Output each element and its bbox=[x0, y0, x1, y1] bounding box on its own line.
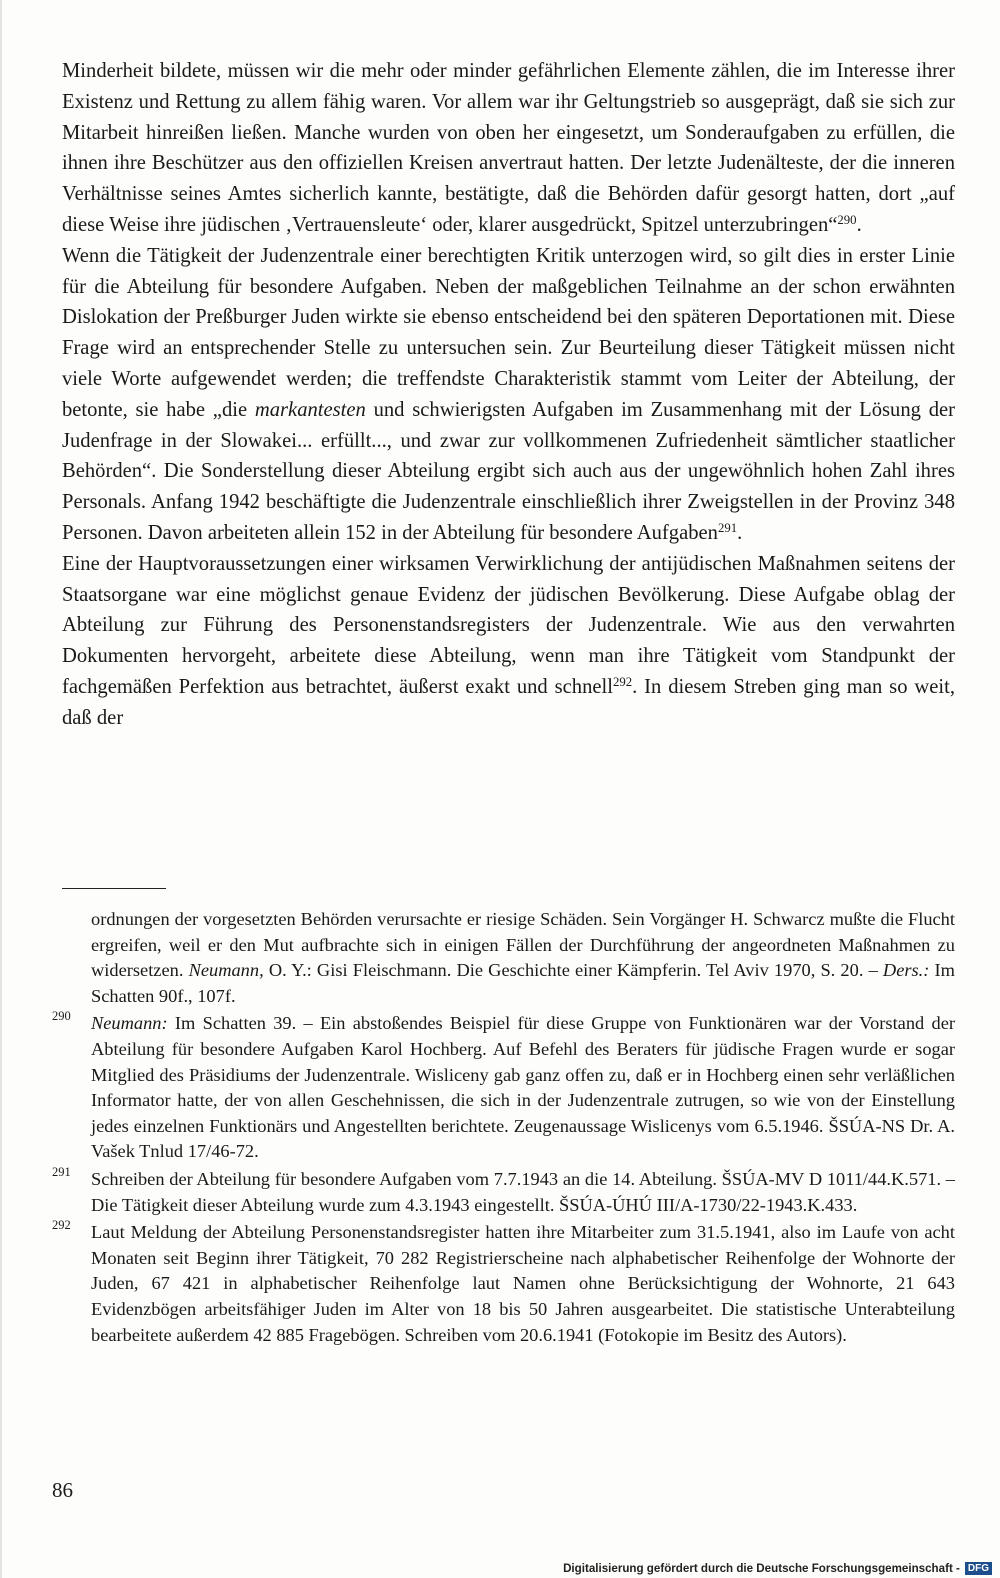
footnote-292: 292 Laut Meldung der Abteilung Personenstandsregister hatten ihre Mitarbeiter zum 31.5.1941, also im Laufe von acht Monaten seit Beginn ihrer Tätigkeit, 70 282 Registrierscheine nach alphabetischer Reihenfolge der Wohnorte der Juden, 67 421 in alphabetischer Reihenfolge laut Namen ohne Berücksichtigung der Wohnorte, 21 643 Evidenzbögen arbeitsfähiger Juden im Alter von 18 bis 50 Jahren ausgearbeitet. Die statistische Unterabteilung bearbeitete außerdem 42 885 Fragebögen. Schreiben vom 20.6.1941 (Fotokopie im Besitz des Autors). bbox=[52, 1218, 955, 1345]
emphasis-markantesten: markantesten bbox=[254, 398, 366, 421]
page-number: 86 bbox=[52, 1478, 73, 1502]
footnote-continuation: ordnungen der vorgesetzten Behörden verursachte er riesige Schäden. Sein Vorgänger H. Schwarcz mußte die Flucht ergreifen, weil er den Mut aufbrachte sich in einigen Fällen der Durchführung der angeordneten Maßnahmen zu widersetzen. Neumann, O. Y.: Gisi Fleischmann. Die Geschichte einer Kämpferin. Tel Aviv 1970, S. 20. – Ders.: Im Schatten 90f., 107f. bbox=[91, 909, 955, 1006]
footnotes-section bbox=[52, 907, 955, 1350]
page-left-edge bbox=[0, 0, 2, 1578]
footnote-number-292: 292 bbox=[52, 1218, 71, 1233]
digitization-credit: Digitalisierung gefördert durch die Deutsche Forschungsgemeinschaft - DFG bbox=[563, 1562, 992, 1575]
paragraph-2: Wenn die Tätigkeit der Judenzentrale einer berechtigten Kritik unterzogen wird, so gilt dies in erster Linie für die Abteilung für besondere Aufgaben. Neben der maßgeblichen Teilnahme an der schon erwähnten Dislokation der Preßburger Juden wirkte sie ebenso entscheidend bei den späteren Deportationen mit. Diese Frage wird an entsprechender Stelle zu untersuchen sein. Zur Beurteilung dieser Tätigkeit müssen nicht viele Worte aufgewendet werden; die treffendste Charakteristik stammt vom Leiter der Abteilung, der betonte, sie habe „die markantesten und schwierigsten Aufgaben im Zusammenhang mit der Lösung der Judenfrage in der Slowakei... erfüllt..., und zwar zur vollkommenen Zufriedenheit sämtlicher staatlicher Behörden“. Die Sonderstellung dieser Abteilung ergibt sich auch aus der ungewöhnlich hohen Zahl ihres Personals. Anfang 1942 beschäftigte die Judenzentrale einschließlich ihrer Zweigstellen in der Provinz 348 Personen. Davon arbeiteten allein 152 in der Abteilung für besondere Aufgaben$^{291}$. bbox=[62, 244, 955, 544]
footnote-ref-290[interactable]: 290 bbox=[837, 212, 857, 227]
footnote-290: 290 Neumann: Im Schatten 39. – Ein abstoßendes Beispiel für diese Gruppe von Funktionären war der Vorstand der Abteilung für besondere Aufgaben Karol Hochberg. Auf Befehl des Beraters für jüdische Fragen wurde er sogar Mitglied des Präsidiums der Judenzentrale. Wisliceny gab ganz offen zu, daß er in Hochberg einen sehr verläßlichen Informator hatte, der von allen Geschehnissen, die sich in der Judenzentrale zutrugen, so wie von der Einstellung jedes einzelnen Funktionärs und Angestellten berichtete. Zeugenaussage Wislicenys vom 6.5.1946. ŠSÚA-NS Dr. A. Vašek Tnlud 17/46-72. bbox=[52, 1009, 955, 1162]
main-body-text bbox=[62, 56, 955, 734]
footnote-number-290: 290 bbox=[52, 1009, 71, 1024]
footnote-ref-291[interactable]: 291 bbox=[717, 520, 738, 535]
footnote-separator bbox=[62, 888, 166, 889]
footnote-291: 291 Schreiben der Abteilung für besondere Aufgaben vom 7.7.1943 an die 14. Abteilung. ŠSÚA-MV D 1011/44.K.571. – Die Tätigkeit dieser Abteilung wurde zum 4.3.1943 eingestellt. ŠSÚA-ÚHÚ III/A-1730/22-1943.K.433. bbox=[52, 1164, 955, 1215]
paragraph-3: Eine der Hauptvoraussetzungen einer wirksamen Verwirklichung der antijüdischen Maßnahmen seitens der Staatsorgane war eine möglichst genaue Evidenz der jüdischen Bevölkerung. Diese Aufgabe oblag der Abteilung zur Führung des Personenstandsregisters der Judenzentrale. Wie aus den verwahrten Dokumenten hervorgeht, arbeitete diese Abteilung, wenn man ihre Tätigkeit vom Standpunkt der fachgemäßen Perfektion aus betrachtet, äußerst exakt und schnell$^{292}$. In diesem Streben ging man so weit, daß der bbox=[62, 552, 955, 729]
footnote-number-291: 291 bbox=[52, 1164, 71, 1179]
paragraph-1: Minderheit bildete, müssen wir die mehr oder minder gefährlichen Elemente zählen, die im Interesse ihrer Existenz und Rettung zu allem fähig waren. Vor allem war ihr Geltungstrieb so ausgeprägt, daß sie sich zur Mitarbeit hinreißen ließen. Manche wurden von oben her eingesetzt, um Sonderaufgaben zu erfüllen, die ihnen ihre Beschützer aus den offiziellen Kreisen anvertraut hatten. Der letzte Judenälteste, der die inneren Verhältnisse seines Amtes sicherlich kannte, bestätigte, daß die Behörden dafür gesorgt hatten, dort „auf diese Weise ihre jüdischen ‚Vertrauensleute‘ oder, klarer ausgedrückt, Spitzel unterzubringen“$^{290}$. bbox=[62, 60, 955, 236]
dfg-logo-icon: DFG bbox=[965, 1562, 992, 1575]
footnote-ref-292[interactable]: 292 bbox=[612, 674, 633, 689]
